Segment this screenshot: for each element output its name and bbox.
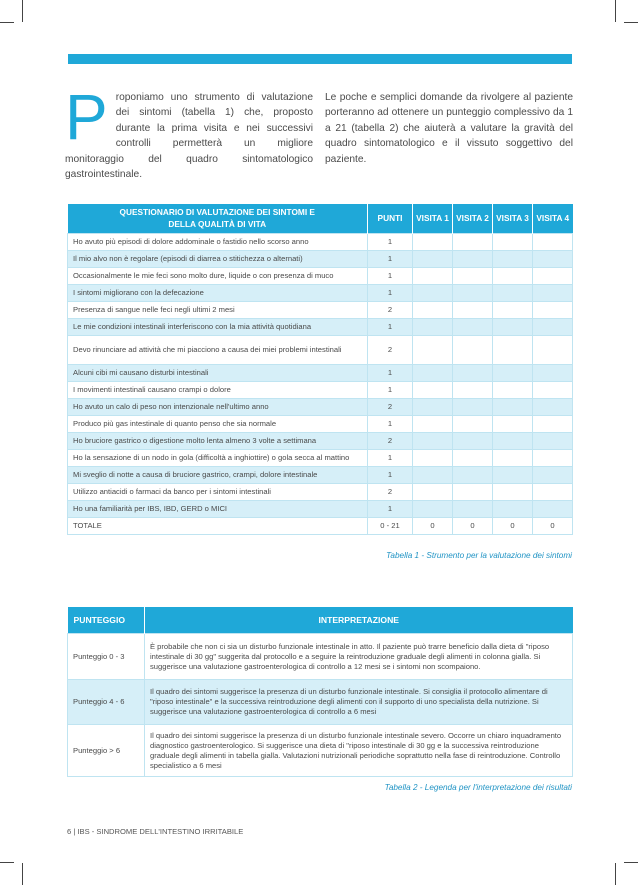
total-visit-3: 0 [493, 518, 533, 535]
visit-cell[interactable] [413, 433, 453, 450]
visit-cell[interactable] [453, 501, 493, 518]
visit-cell[interactable] [533, 467, 573, 484]
visit-cell[interactable] [493, 433, 533, 450]
intro-right-column [325, 90, 573, 167]
visit-cell[interactable] [493, 336, 533, 365]
score-cell: Punteggio > 6 [68, 725, 145, 777]
points-cell: 1 [368, 450, 413, 467]
question-cell: Presenza di sangue nelle feci negli ultimi 2 mesi [68, 302, 368, 319]
visit-cell[interactable] [453, 251, 493, 268]
crop-mark [22, 863, 23, 885]
points-cell: 1 [368, 501, 413, 518]
visit-cell[interactable] [533, 501, 573, 518]
visit-cell[interactable] [453, 467, 493, 484]
table2-caption: Tabella 2 - Legenda per l'interpretazione dei risultati [384, 783, 572, 792]
visit-cell[interactable] [493, 302, 533, 319]
crop-mark [624, 22, 638, 23]
question-cell: Alcuni cibi mi causano disturbi intestinali [68, 365, 368, 382]
visit-cell[interactable] [453, 319, 493, 336]
question-cell: I movimenti intestinali causano crampi o dolore [68, 382, 368, 399]
visit-cell[interactable] [533, 319, 573, 336]
score-cell: Punteggio 0 - 3 [68, 634, 145, 680]
header-visit-3: VISITA 3 [493, 204, 533, 234]
visit-cell[interactable] [533, 336, 573, 365]
score-interpretation-table [67, 607, 573, 777]
crop-mark [615, 0, 616, 22]
table-row [68, 319, 573, 336]
question-cell: Utilizzo antiacidi o farmaci da banco per i sintomi intestinali [68, 484, 368, 501]
visit-cell[interactable] [453, 484, 493, 501]
table-row [68, 382, 573, 399]
crop-mark [0, 862, 14, 863]
header-accent-bar [68, 54, 572, 64]
table-row [68, 336, 573, 365]
dropcap: P [65, 81, 108, 153]
visit-cell[interactable] [413, 302, 453, 319]
visit-cell[interactable] [533, 433, 573, 450]
table-header-row [68, 204, 573, 234]
table-row [68, 268, 573, 285]
visit-cell[interactable] [453, 268, 493, 285]
visit-cell[interactable] [493, 234, 533, 251]
crop-mark [0, 22, 14, 23]
visit-cell[interactable] [413, 251, 453, 268]
header-visit-2: VISITA 2 [453, 204, 493, 234]
table-row [68, 501, 573, 518]
crop-mark [22, 0, 23, 22]
points-cell: 2 [368, 399, 413, 416]
intro-left-text: roponiamo uno strumento di valutazione dei sintomi (tabella 1) che, proposto durante la prima visita e nei successivi controlli permetterà un migliore monitoraggio del quadro sintomatologico gastrointestinale. [65, 92, 313, 181]
header-question: QUESTIONARIO DI VALUTAZIONE DEI SINTOMI E DELLA QUALITÀ DI VITA [68, 204, 368, 234]
crop-mark [624, 862, 638, 863]
question-cell: I sintomi migliorano con la defecazione [68, 285, 368, 302]
table-row [68, 433, 573, 450]
question-cell: Occasionalmente le mie feci sono molto dure, liquide o con presenza di muco [68, 268, 368, 285]
intro-right-text: Le poche e semplici domande da rivolgere al paziente porteranno ad ottenere un punteggio complessivo da 1 a 21 (tabella 2) che aiuterà a valutare la gravità del quadro sintomatologico e il vissuto soggettivo del paziente. [325, 92, 573, 165]
visit-cell[interactable] [493, 285, 533, 302]
total-visit-4: 0 [533, 518, 573, 535]
question-cell: Ho bruciore gastrico o digestione molto lenta almeno 3 volte a settimana [68, 433, 368, 450]
visit-cell[interactable] [453, 365, 493, 382]
table-row [68, 680, 573, 725]
visit-cell[interactable] [413, 450, 453, 467]
visit-cell[interactable] [413, 416, 453, 433]
visit-cell[interactable] [493, 501, 533, 518]
question-cell: Ho la sensazione di un nodo in gola (difficoltà a inghiottire) o gola secca al mattino [68, 450, 368, 467]
table-row [68, 416, 573, 433]
visit-cell[interactable] [413, 319, 453, 336]
visit-cell[interactable] [493, 484, 533, 501]
page-footer: 6 | IBS - SINDROME DELL'INTESTINO IRRITABILE [67, 827, 244, 836]
total-points: 0 - 21 [368, 518, 413, 535]
symptom-questionnaire-table [67, 204, 573, 535]
total-label: TOTALE [68, 518, 368, 535]
visit-cell[interactable] [493, 382, 533, 399]
visit-cell[interactable] [453, 399, 493, 416]
interpretation-cell: Il quadro dei sintomi suggerisce la presenza di un disturbo funzionale intestinale. Si consiglia il protocollo alimentare di "riposo intestinale" e la successiva reintroduzione degli alimenti con il supporto di uno specialista della nutrizione. Si suggerisce una valutazione gastroenterologica di controllo a 6 mesi [145, 680, 573, 725]
question-cell: Il mio alvo non è regolare (episodi di diarrea o stitichezza o alternati) [68, 251, 368, 268]
visit-cell[interactable] [453, 234, 493, 251]
visit-cell[interactable] [533, 450, 573, 467]
visit-cell[interactable] [453, 285, 493, 302]
points-cell: 1 [368, 268, 413, 285]
visit-cell[interactable] [413, 365, 453, 382]
visit-cell[interactable] [453, 450, 493, 467]
visit-cell[interactable] [493, 416, 533, 433]
table-row [68, 467, 573, 484]
table-row [68, 484, 573, 501]
visit-cell[interactable] [413, 399, 453, 416]
visit-cell[interactable] [493, 399, 533, 416]
visit-cell[interactable] [413, 467, 453, 484]
visit-cell[interactable] [533, 365, 573, 382]
points-cell: 1 [368, 285, 413, 302]
visit-cell[interactable] [533, 416, 573, 433]
visit-cell[interactable] [493, 365, 533, 382]
points-cell: 1 [368, 467, 413, 484]
visit-cell[interactable] [453, 302, 493, 319]
points-cell: 1 [368, 365, 413, 382]
table-row [68, 365, 573, 382]
points-cell: 2 [368, 302, 413, 319]
visit-cell[interactable] [413, 234, 453, 251]
visit-cell[interactable] [453, 382, 493, 399]
visit-cell[interactable] [493, 251, 533, 268]
visit-cell[interactable] [453, 433, 493, 450]
visit-cell[interactable] [413, 336, 453, 365]
question-cell: Produco più gas intestinale di quanto penso che sia normale [68, 416, 368, 433]
table-row [68, 234, 573, 251]
visit-cell[interactable] [533, 399, 573, 416]
table-row [68, 634, 573, 680]
visit-cell[interactable] [413, 501, 453, 518]
header-visit-4: VISITA 4 [533, 204, 573, 234]
points-cell: 1 [368, 234, 413, 251]
header-points: PUNTI [368, 204, 413, 234]
visit-cell[interactable] [453, 416, 493, 433]
table-row [68, 251, 573, 268]
question-cell: Ho avuto un calo di peso non intenzionale nell'ultimo anno [68, 399, 368, 416]
score-cell: Punteggio 4 - 6 [68, 680, 145, 725]
intro-left-column [65, 81, 313, 182]
table-row [68, 302, 573, 319]
points-cell: 2 [368, 433, 413, 450]
points-cell: 2 [368, 336, 413, 365]
visit-cell[interactable] [493, 467, 533, 484]
points-cell: 1 [368, 251, 413, 268]
visit-cell[interactable] [533, 484, 573, 501]
table-row [68, 285, 573, 302]
header-visit-1: VISITA 1 [413, 204, 453, 234]
visit-cell[interactable] [533, 251, 573, 268]
table-row [68, 725, 573, 777]
visit-cell[interactable] [453, 336, 493, 365]
table-row [68, 450, 573, 467]
total-row [68, 518, 573, 535]
visit-cell[interactable] [533, 268, 573, 285]
table-header-row [68, 607, 573, 634]
table-row [68, 399, 573, 416]
visit-cell[interactable] [533, 285, 573, 302]
question-cell: Le mie condizioni intestinali interferiscono con la mia attività quotidiana [68, 319, 368, 336]
total-visit-1: 0 [413, 518, 453, 535]
points-cell: 1 [368, 319, 413, 336]
visit-cell[interactable] [533, 302, 573, 319]
visit-cell[interactable] [493, 319, 533, 336]
header-score: PUNTEGGIO [68, 607, 145, 634]
points-cell: 1 [368, 382, 413, 399]
question-cell: Ho una familiarità per IBS, IBD, GERD o MICI [68, 501, 368, 518]
visit-cell[interactable] [413, 285, 453, 302]
visit-cell[interactable] [533, 234, 573, 251]
question-cell: Ho avuto più episodi di dolore addominale o fastidio nello scorso anno [68, 234, 368, 251]
interpretation-cell: È probabile che non ci sia un disturbo funzionale intestinale in atto. Il paziente può trarre beneficio dalla dieta di "riposo intestinale di 30 gg" suggerita dal protocollo e a seguire la reintroduzione graduale degli alimenti in colonna gialla. Si suggerisce una valutazione gastroenterologica di controllo a 12 mesi se i sintomi non scompaiono. [145, 634, 573, 680]
header-interpretation: INTERPRETAZIONE [145, 607, 573, 634]
visit-cell[interactable] [493, 450, 533, 467]
question-cell: Devo rinunciare ad attività che mi piacciono a causa dei miei problemi intestinali [68, 336, 368, 365]
visit-cell[interactable] [413, 382, 453, 399]
points-cell: 1 [368, 416, 413, 433]
visit-cell[interactable] [413, 484, 453, 501]
visit-cell[interactable] [533, 382, 573, 399]
question-cell: Mi sveglio di notte a causa di bruciore gastrico, crampi, dolore intestinale [68, 467, 368, 484]
table1-caption: Tabella 1 - Strumento per la valutazione dei sintomi [386, 551, 572, 560]
visit-cell[interactable] [493, 268, 533, 285]
interpretation-cell: Il quadro dei sintomi suggerisce la presenza di un disturbo funzionale intestinale severo. Occorre un chiaro inquadramento diagnostico gastroenterologico. Si suggerisce una dieta di "riposo intestinale di 30 gg e la successiva reintroduzione graduale degli alimenti in tabella gialla. Valutazioni nutrizionali periodiche soprattutto nella fase di reintroduzione. Controllo specialistico a 6 mesi [145, 725, 573, 777]
visit-cell[interactable] [413, 268, 453, 285]
crop-mark [615, 863, 616, 885]
points-cell: 2 [368, 484, 413, 501]
total-visit-2: 0 [453, 518, 493, 535]
